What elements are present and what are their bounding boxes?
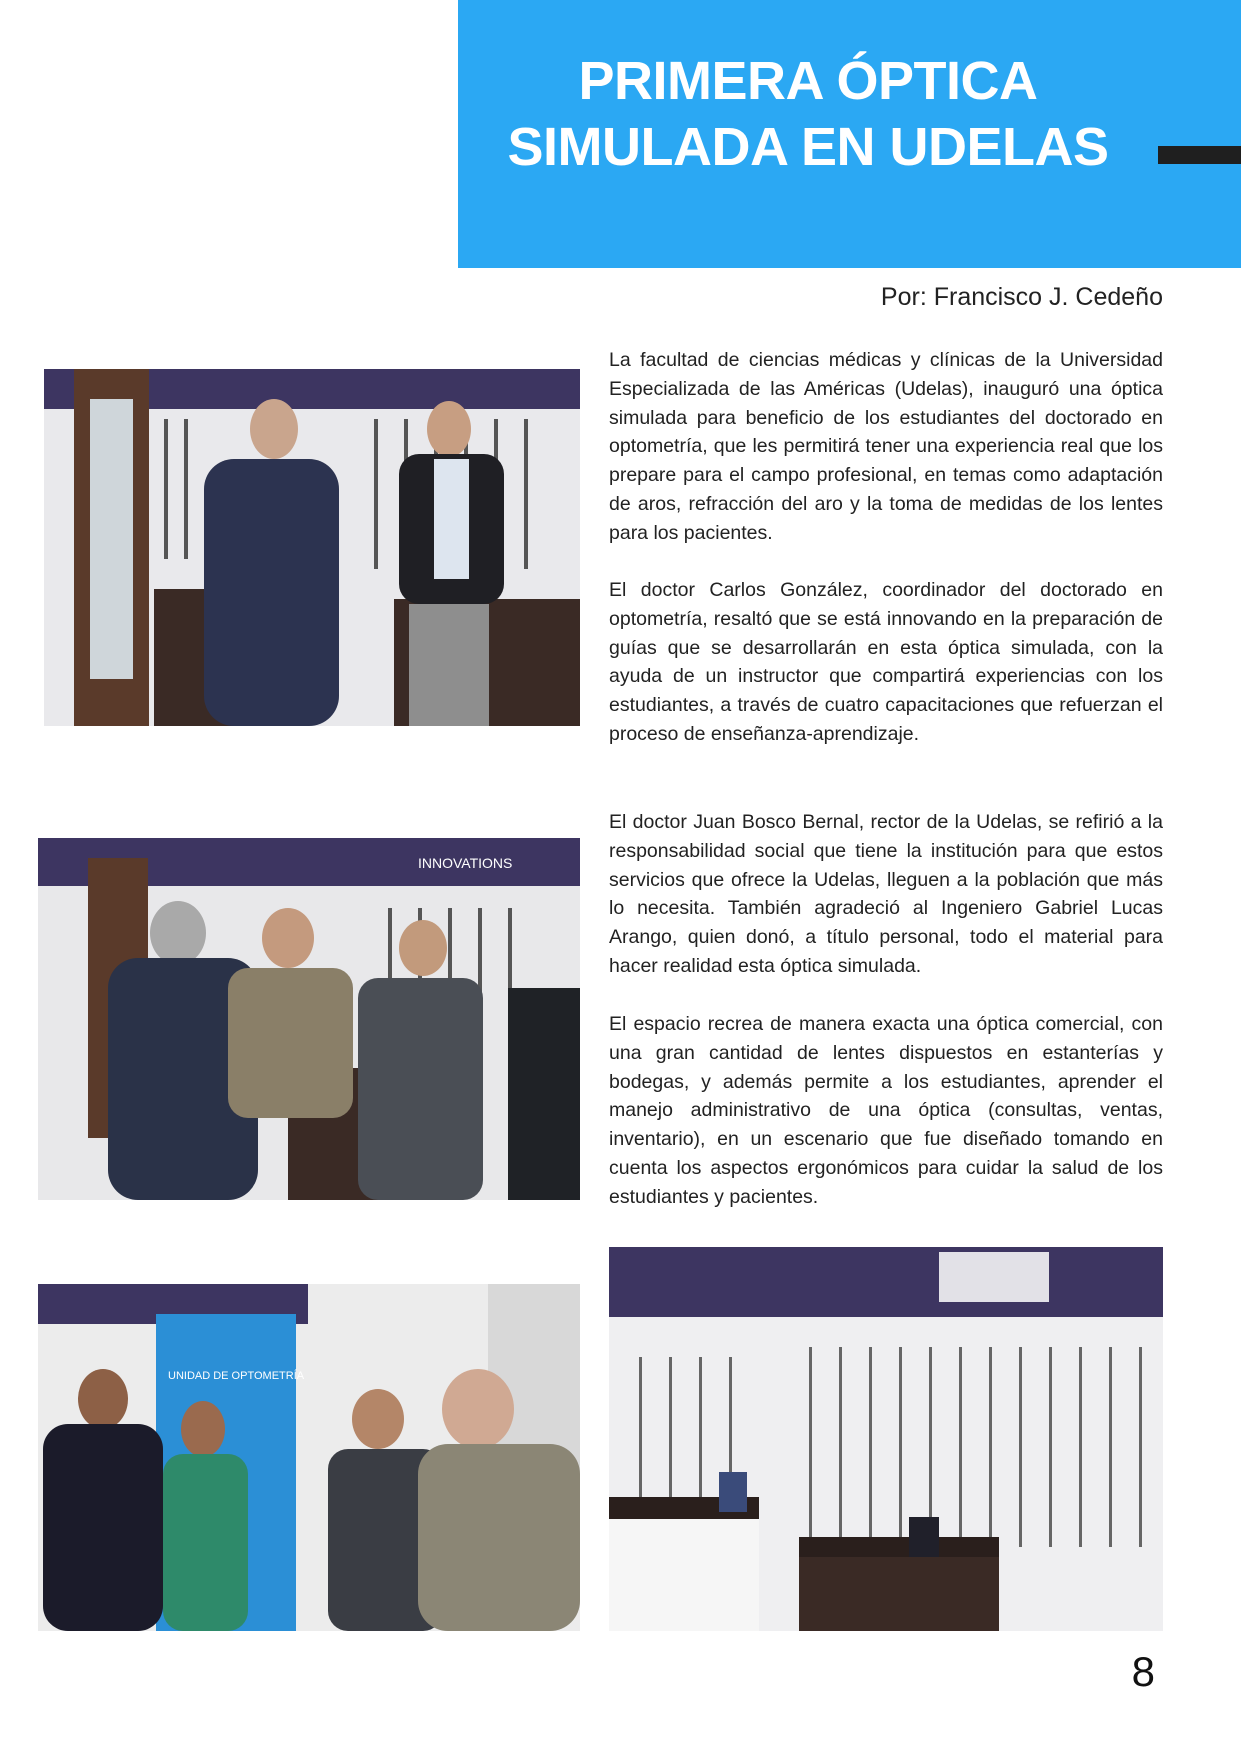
photo-optical-shop bbox=[609, 1247, 1163, 1631]
title-banner bbox=[458, 0, 1241, 268]
paragraph-4: El espacio recrea de manera exacta una óptica comercial, con una gran cantidad de lentes dispuestos en estanterías y bodegas, y además permite a los estudiantes, aprender el manejo administrativo de una óptica (consultas, ventas, inventario), en un escenario que fue diseñado tomando en cuenta los aspectos ergonómicos para cuidar la salud de los estudiantes y pacientes. bbox=[609, 1013, 1163, 1208]
title-line-1: PRIMERA ÓPTICA bbox=[578, 51, 1038, 111]
banner-text: UNIDAD DE OPTOMETRÍA bbox=[168, 1370, 305, 1382]
byline: Por: Francisco J. Cedeño bbox=[880, 283, 1163, 311]
title-accent-bar bbox=[1158, 146, 1241, 164]
photo-inauguration-1 bbox=[44, 369, 580, 726]
paragraph-3: El doctor Juan Bosco Bernal, rector de la Udelas, se refirió a la responsabilidad social que tiene la institución para que estos servicios que ofrece la Udelas, lleguen a la población que más lo necesita. También agradeció al Ingeniero Gabriel Lucas Arango, quien donó, a título personal, todo el material para hacer realidad esta óptica simulada. bbox=[609, 811, 1163, 977]
photo-inauguration-3 bbox=[38, 1284, 580, 1631]
page-number: 8 bbox=[1131, 1648, 1155, 1695]
banner-text: INNOVATIONS bbox=[418, 855, 513, 871]
page-title bbox=[458, 48, 1158, 180]
paragraph-2: El doctor Carlos González, coordinador del doctorado en optometría, resaltó que se está innovando en la preparación de guías que se desarrollarán en esta óptica simulada, con la ayuda de un instructor que compartirá experiencias con los estudiantes, a través de cuatro capacitaciones que refuerzan el proceso de enseñanza-aprendizaje. bbox=[609, 579, 1163, 745]
title-line-2: SIMULADA EN UDELAS bbox=[507, 117, 1109, 177]
paragraph-1: La facultad de ciencias médicas y clínicas de la Universidad Especializada de las Américas (Udelas), inauguró una óptica simulada para beneficio de los estudiantes del doctorado en optometría, que les permitirá tener una experiencia real que los prepare para el campo profesional, en temas como adaptación de aros, refracción del aro y la toma de medidas de los lentes para los pacientes. bbox=[609, 349, 1163, 544]
photo-inauguration-2 bbox=[38, 838, 580, 1200]
